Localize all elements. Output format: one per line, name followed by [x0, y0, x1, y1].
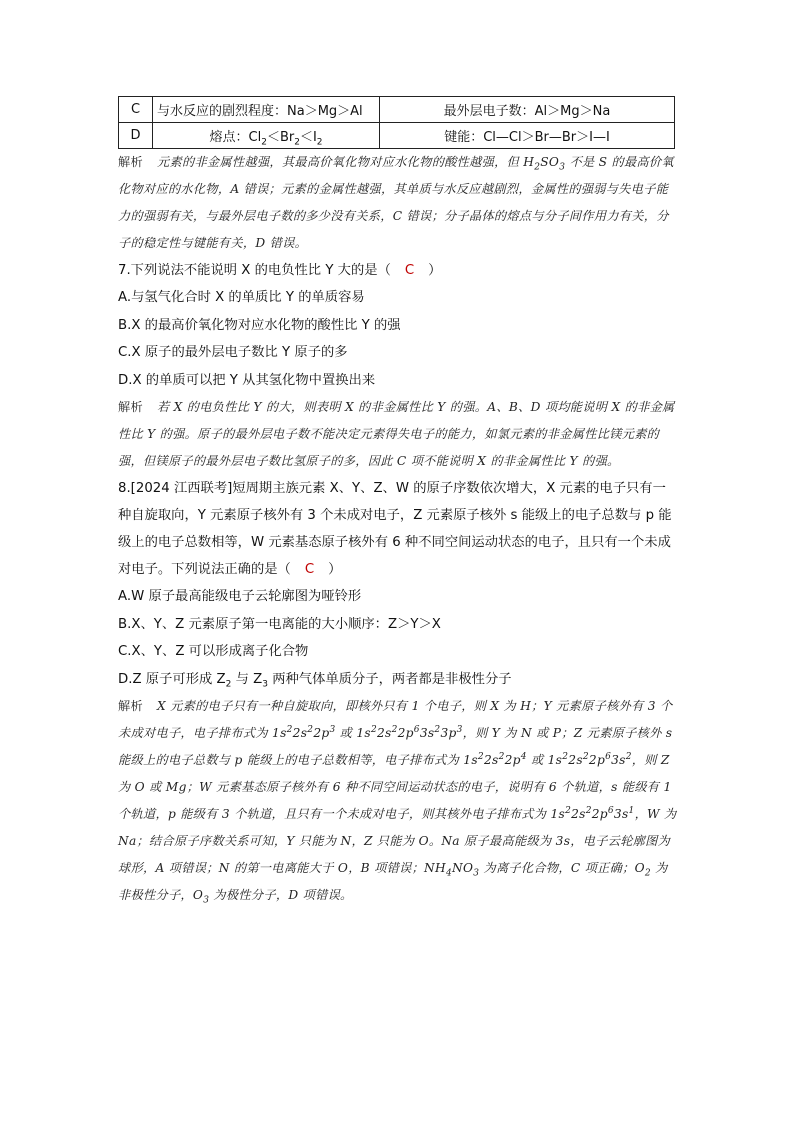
- q8-answer: C: [304, 562, 315, 577]
- q8-option-a: A.W 原子最高能级电子云轮廓图为哑铃形: [118, 589, 362, 604]
- q7-stem: 7.下列说法不能说明 X 的电负性比 Y 大的是（ C ）: [118, 263, 442, 278]
- explain-tag: 解析: [118, 400, 143, 414]
- option-right-cell: 键能：Cl—Cl＞Br—Br＞I—I: [380, 123, 675, 149]
- table-row: [119, 123, 675, 149]
- q8-explanation: 解析 X 元素的电子只有一种自旋取向，即核外只有 1 个电子，则 X 为 H；Y 元素原子核外有 3 个未成对电子，电子排布式为 $1s^22s^22p^3$ 或 $1s^22s^22p^63s^23p^3$，则 Y 为 N 或 P；Z 元素原子核外 s 能级上的电子总数与 p 能级上的电子总数相等，电子排布式为 $1s^22s^22p^4$ 或 $1s^22s^22p^63s^2$，则 Z 为 O 或 Mg；W 元素基态原子核外有 6 种不同空间运动状态的电子，说明有 6 个轨道，s 能级有 1 个轨道，p 能级有 3 个轨道，且只有一个未成对电子，则其核外电子排布式为 $1s^22s^22p^63s^1$，W 为 Na；结合原子序数关系可知，Y 只能为 N，Z 只能为 O。Na 原子最高能级为 3s，电子云轮廓图为球形，A 项错误；N 的第一电离能大于 O，B 项错误；$NH_4NO_3$ 为离子化合物，C 项正确；$O_2$ 为非极性分子，$O_3$ 为极性分子，D 项错误。: [118, 699, 677, 906]
- q7-option-c: C.X 原子的最外层电子数比 Y 原子的多: [118, 345, 348, 360]
- options-table: [118, 96, 675, 149]
- row-label: C: [119, 97, 153, 123]
- option-left-cell: 与水反应的剧烈程度：Na＞Mg＞Al: [153, 97, 380, 123]
- q7-option-b: B.X 的最高价氧化物对应水化物的酸性比 Y 的强: [118, 317, 401, 333]
- q8-option-c: C.X、Y、Z 可以形成离子化合物: [118, 644, 309, 659]
- q8-option-b: B.X、Y、Z 元素原子第一电离能的大小顺序：Z＞Y＞X: [118, 616, 441, 632]
- page-content: [118, 96, 678, 909]
- q7-option-a: A.与氢气化合时 X 的单质比 Y 的单质容易: [118, 290, 365, 305]
- q7-explanation: 解析 若 X 的电负性比 Y 的大，则表明 X 的非金属性比 Y 的强。A、B、D 项均能说明 X 的非金属性比 Y 的强。原子的最外层电子数不能决定元素得失电子的能力，如氯元素的非金属性比镁元素的强，但镁原子的最外层电子数比氢原子的多，因此 C 项不能说明 X 的非金属性比 Y 的强。: [118, 400, 675, 468]
- q7-option-d: D.X 的单质可以把 Y 从其氢化物中置换出来: [118, 372, 376, 388]
- q7-answer: C: [404, 263, 415, 278]
- q8-option-d: D.Z 原子可形成 $Z_2$ 与 $Z_3$ 两种气体单质分子，两者都是非极性分子: [118, 671, 512, 690]
- row-label: D: [119, 123, 153, 149]
- option-left-cell: 熔点：$Cl_2<Br_2<I_2$: [153, 123, 380, 149]
- q6-explanation: 解析 元素的非金属性越强，其最高价氧化物对应水化物的酸性越强，但 $H_2SO_3$ 不是 S 的最高价氧化物对应的水化物，A 错误；元素的金属性越强，其单质与水反应越剧烈，金属性的强弱与失电子能力的强弱有关，与最外层电子数的多少没有关系，C 错误；分子晶体的熔点与分子间作用力有关，分子的稳定性与键能有关，D 错误。: [118, 155, 674, 250]
- explain-tag: 解析: [118, 699, 143, 713]
- option-right-cell: 最外层电子数：Al＞Mg＞Na: [380, 97, 675, 123]
- q8-stem: 8.[2024 江西联考]短周期主族元素 X、Y、Z、W 的原子序数依次增大，X 元素的电子只有一种自旋取向，Y 元素原子核外有 3 个未成对电子，Z 元素原子核外 s 能级上的电子总数与 p 能级上的电子总数相等，W 元素基态原子核外有 6 种不同空间运动状态的电子，且只有一个未成对电子。下列说法正确的是（ C ）: [118, 481, 672, 577]
- explain-tag: 解析: [118, 155, 143, 169]
- table-row: [119, 97, 675, 123]
